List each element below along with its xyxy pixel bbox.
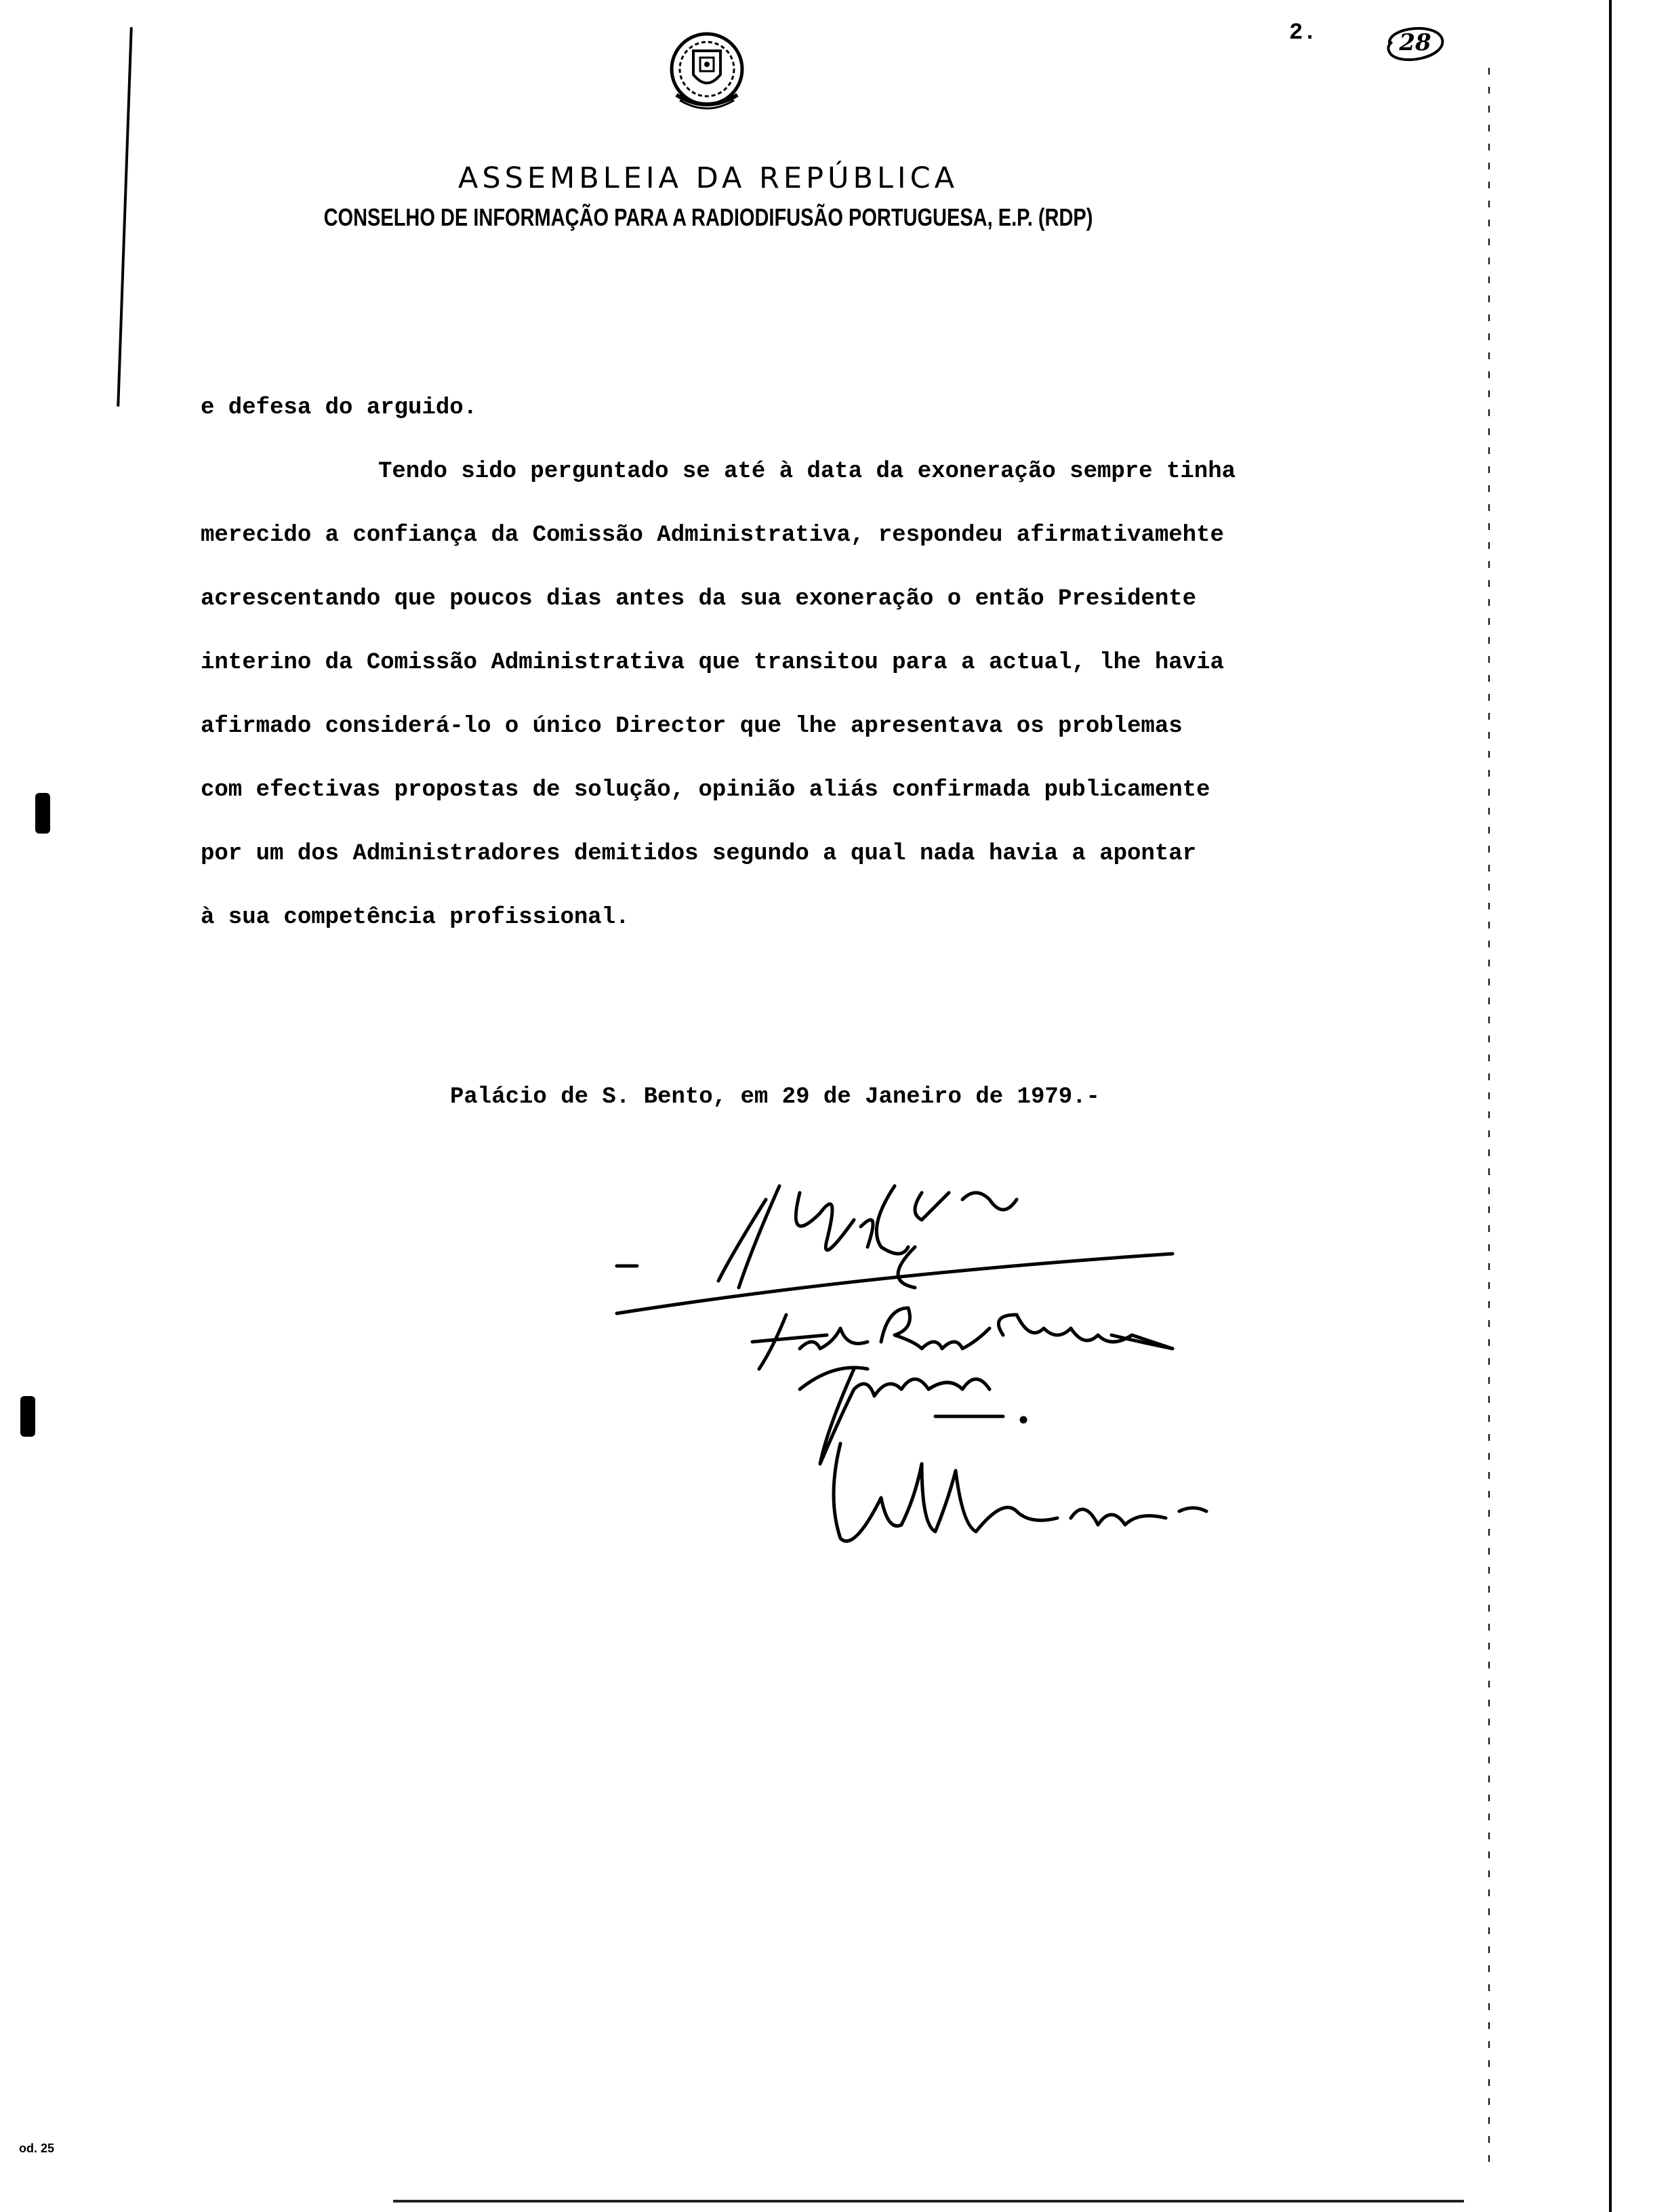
- body-line: com efectivas propostas de solução, opinião aliás confirmada publicamente: [201, 777, 1210, 803]
- binding-hole-mark: [20, 1396, 35, 1437]
- right-dashed-edge: [1488, 68, 1490, 2169]
- dateline: Palácio de S. Bento, em 29 de Janeiro de 1979.-: [450, 1084, 1100, 1110]
- signature-2: [752, 1308, 1173, 1369]
- body-line: por um dos Administradores demitidos segundo a qual nada havia a apontar: [201, 841, 1197, 867]
- body-line: merecido a confiança da Comissão Administrativa, respondeu afirmativamehte: [201, 523, 1224, 548]
- body-line: e defesa do arguido.: [201, 395, 478, 421]
- page-number: 2.: [1289, 20, 1317, 46]
- right-scan-edge: [1609, 0, 1612, 2212]
- body-text: [201, 393, 1393, 966]
- body-line: acrescentando que poucos dias antes da sua exoneração o então Presidente: [201, 586, 1197, 612]
- form-code: od. 25: [19, 2142, 55, 2155]
- body-line: Tendo sido perguntado se até à data da exoneração sempre tinha: [378, 459, 1236, 485]
- body-line: afirmado considerá-lo o único Director que lhe apresentava os problemas: [201, 714, 1183, 739]
- signature-block: [596, 1145, 1301, 1579]
- signature-4: [834, 1443, 1206, 1541]
- binding-hole-mark: [35, 793, 50, 834]
- bottom-scan-edge: [393, 2200, 1464, 2203]
- folio-number: [1383, 19, 1448, 66]
- signature-1: [617, 1186, 1173, 1313]
- header-subtitle: CONSELHO DE INFORMAÇÃO PARA A RADIODIFUSÃO PORTUGUESA, E.P. (RDP): [323, 204, 1093, 232]
- body-line: à sua competência profissional.: [201, 905, 630, 930]
- header-title: ASSEMBLEIA DA REPÚBLICA: [457, 161, 959, 195]
- coat-of-arms-emblem: [663, 27, 751, 115]
- body-line: interino da Comissão Administrativa que transitou para a actual, lhe havia: [201, 650, 1224, 676]
- signature-3: [800, 1368, 1025, 1464]
- folio-text: 28: [1399, 29, 1431, 56]
